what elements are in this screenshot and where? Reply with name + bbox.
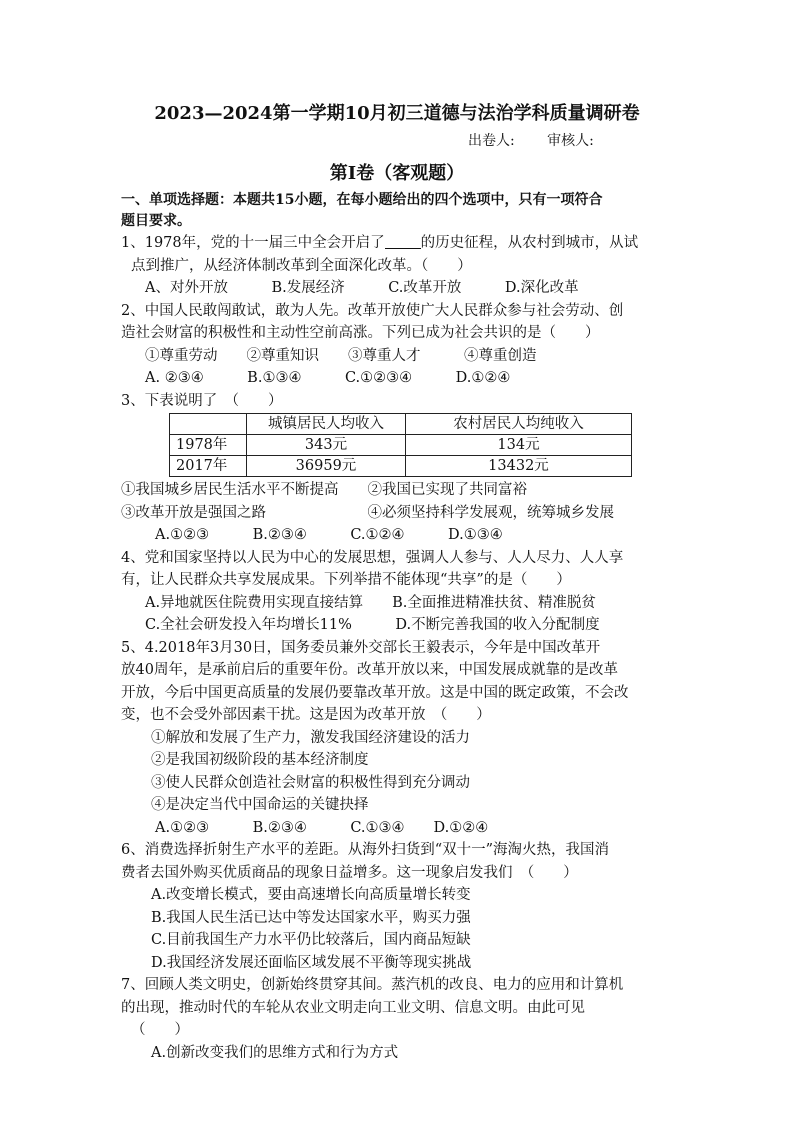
question-5-line-3: 开放，今后中国更高质量的发展仍要靠改革开放。这是中国的既定政策，不会改 bbox=[121, 684, 629, 701]
question-body bbox=[121, 190, 681, 1064]
section-title: 第Ⅰ卷（客观题） bbox=[329, 163, 465, 184]
setter-reviewer-line bbox=[468, 130, 622, 150]
question-6-option: A.改变增长模式，要由高速增长向高质量增长转变 bbox=[151, 887, 471, 903]
question-5-item: ①解放和发展了生产力，激发我国经济建设的活力 bbox=[151, 729, 470, 746]
question-2-line-1: 2、中国人民敢闯敢试，敢为人先。改革开放使广大人民群众参与社会劳动、创 bbox=[121, 302, 624, 319]
question-3-items-row-2: ③改革开放是强国之路 ④必须坚持科学发展观，统筹城乡发展 bbox=[121, 504, 614, 521]
question-5-options: A.①②③ B.②③④ C.①③④ D.①②④ bbox=[155, 819, 489, 836]
question-5-item: ②是我国初级阶段的基本经济制度 bbox=[151, 752, 369, 768]
question-4-options-row-1: A.异地就医住院费用实现直接结算 B.全面推进精准扶贫、精准脱贫 bbox=[145, 594, 596, 611]
question-6-option: D.我国经济发展还面临区域发展不平衡等现实挑战 bbox=[151, 954, 472, 971]
table-row bbox=[170, 456, 632, 477]
question-4-line-1: 4、党和国家坚持以人民为中心的发展思想，强调人人参与、人人尽力、人人享 bbox=[121, 549, 624, 566]
question-1-line-1 bbox=[121, 232, 681, 255]
question-1-text-b: 的历史征程，从农村到城市，从试 bbox=[420, 235, 639, 251]
question-6-line-2: 费者去国外购买优质商品的现象日益增多。这一现象启发我们 （ ） bbox=[121, 864, 578, 881]
question-1-line-2: 点到推广，从经济体制改革到全面深化改革。（ ） bbox=[131, 257, 472, 274]
question-4-options-row-2: C.全社会研发投入年均增长11% D.不断完善我国的收入分配制度 bbox=[145, 617, 600, 633]
table-header-cell bbox=[170, 414, 247, 435]
table-header-cell: 农村居民人均纯收入 bbox=[406, 414, 632, 435]
question-5-item: ③使人民群众创造社会财富的积极性得到充分调动 bbox=[151, 774, 470, 791]
instructions-line-2: 题目要求。 bbox=[121, 213, 191, 229]
question-5-item: ④是决定当代中国命运的关键抉择 bbox=[151, 797, 369, 813]
exam-title: 2023—2024第一学期10月初三道德与法治学科质量调研卷 bbox=[154, 103, 640, 124]
question-5-line-1: 5、4.2018年3月30日，国务委员兼外交部长王毅表示，今年是中国改革开 bbox=[121, 639, 601, 656]
fill-blank bbox=[385, 234, 421, 249]
table-header-cell: 城镇居民人均收入 bbox=[247, 414, 406, 435]
question-7-line-2: 的出现，推动时代的车轮从农业文明走向工业文明、信息文明。由此可见 bbox=[121, 999, 585, 1016]
table-cell: 1978年 bbox=[170, 435, 247, 456]
question-2-options: A. ②③④ B.①③④ C.①②③④ D.①②④ bbox=[145, 370, 511, 386]
question-7-line-3: （ ） bbox=[131, 1022, 189, 1038]
question-4-line-2: 有，让人民群众共享发展成果。下列举措不能体现“共享”的是（ ） bbox=[121, 572, 571, 588]
income-table bbox=[169, 413, 632, 477]
table-header-row bbox=[170, 414, 632, 435]
table-cell: 36959元 bbox=[247, 456, 406, 477]
question-3-options: A.①②③ B.②③④ C.①②④ D.①③④ bbox=[155, 527, 503, 543]
question-5-line-2: 放40周年，是承前启后的重要年份。改革开放以来，中国发展成就靠的是改革 bbox=[121, 662, 618, 678]
table-cell: 343元 bbox=[247, 435, 406, 456]
question-1-options: A、对外开放 B.发展经济 C.改革开放 D.深化改革 bbox=[145, 280, 579, 296]
question-1-text-a: 1、1978年，党的十一届三中全会开启了 bbox=[121, 235, 385, 251]
question-6-option: C.目前我国生产力水平仍比较落后，国内商品短缺 bbox=[151, 932, 471, 948]
table-cell: 2017年 bbox=[170, 456, 247, 477]
question-6-option: B.我国人民生活已达中等发达国家水平，购买力强 bbox=[151, 909, 471, 926]
instructions-line-1: 一、单项选择题：本题共15小题，在每小题给出的四个选项中，只有一项符合 bbox=[121, 192, 603, 208]
table-cell: 134元 bbox=[406, 435, 632, 456]
reviewer-label: 审核人: bbox=[547, 133, 594, 149]
table-row bbox=[170, 435, 632, 456]
question-7-option: A.创新改变我们的思维方式和行为方式 bbox=[151, 1044, 399, 1061]
question-7-line-1: 7、回顾人类文明史，创新始终贯穿其间。蒸汽机的改良、电力的应用和计算机 bbox=[121, 977, 624, 993]
question-5-line-4: 变，也不会受外部因素干扰。这是因为改革开放 （ ） bbox=[121, 707, 491, 723]
table-cell: 13432元 bbox=[406, 456, 632, 477]
question-3-items-row-1: ①我国城乡居民生活水平不断提高 ②我国已实现了共同富裕 bbox=[121, 482, 527, 498]
setter-label: 出卷人: bbox=[468, 133, 515, 149]
question-2-items: ①尊重劳动 ②尊重知识 ③尊重人才 ④尊重创造 bbox=[145, 347, 537, 364]
question-6-line-1: 6、消费选择折射生产水平的差距。从海外扫货到“双十一”海淘火热，我国消 bbox=[121, 842, 610, 858]
question-3-line-1: 3、下表说明了 （ ） bbox=[121, 392, 283, 409]
question-2-line-2: 造社会财富的积极性和主动性空前高涨。下列已成为社会共识的是（ ） bbox=[121, 325, 600, 341]
